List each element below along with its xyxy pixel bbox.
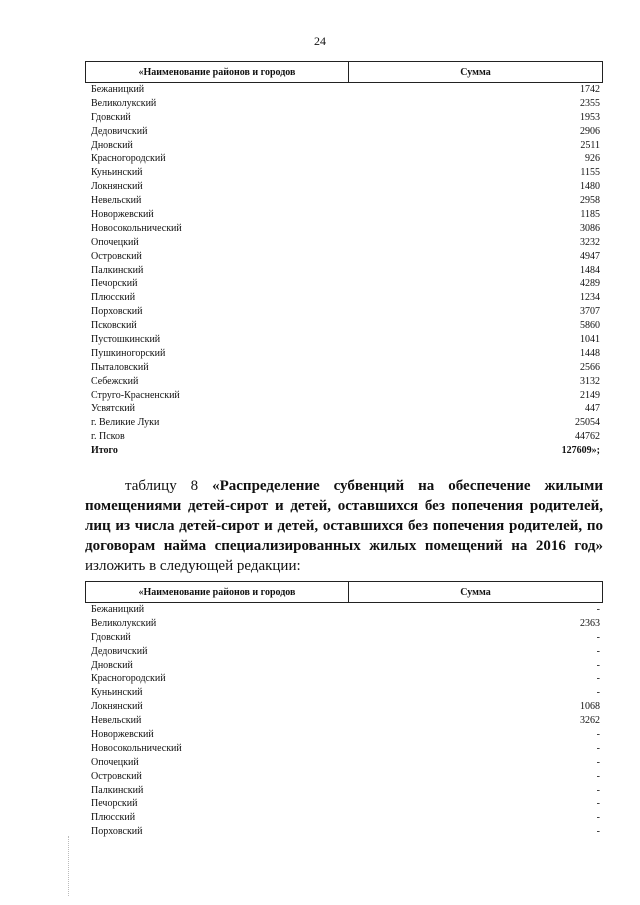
table-row xyxy=(85,375,603,389)
row-district-name: Струго-Красненский xyxy=(91,389,180,401)
table-row xyxy=(85,686,603,700)
row-district-name: Опочецкий xyxy=(91,236,139,248)
table-row xyxy=(85,430,603,444)
row-sum-value: - xyxy=(596,756,600,768)
table-row xyxy=(85,305,603,319)
subsidy-table-2 xyxy=(85,581,603,839)
table-body xyxy=(85,83,603,458)
table-row xyxy=(85,222,603,236)
row-sum-value: 1041 xyxy=(580,334,600,346)
table-row xyxy=(85,825,603,839)
row-sum-value: - xyxy=(596,604,600,615)
row-district-name: Локнянский xyxy=(91,181,143,193)
table-row xyxy=(85,97,603,111)
row-district-name: Пустошкинский xyxy=(91,334,161,346)
paragraph-line-1 xyxy=(85,476,603,496)
table-row xyxy=(85,631,603,645)
row-district-name: Себежский xyxy=(91,375,139,387)
row-district-name: Великолукский xyxy=(91,617,157,629)
row-sum-value: - xyxy=(596,645,600,657)
row-district-name: г. Псков xyxy=(91,431,125,443)
row-sum-value: 4289 xyxy=(580,278,600,290)
table-row xyxy=(85,319,603,333)
row-district-name: Дновский xyxy=(91,139,133,151)
table-row xyxy=(85,236,603,250)
row-district-name: Псковский xyxy=(91,320,137,332)
table-row xyxy=(85,714,603,728)
row-sum-value: - xyxy=(596,826,600,838)
row-district-name: Палкинский xyxy=(91,784,144,796)
row-district-name: Порховский xyxy=(91,826,143,838)
total-sum: 127609»; xyxy=(561,445,600,457)
table-row xyxy=(85,166,603,180)
table-row xyxy=(85,700,603,714)
row-district-name: Плюсский xyxy=(91,292,136,304)
paragraph-line-2: помещениями детей-сирот и детей, оставшихся без попечения родителей, xyxy=(85,498,603,514)
row-district-name: Пушкиногорский xyxy=(91,347,166,359)
row-district-name: Печорский xyxy=(91,278,138,290)
row-sum-value: 1480 xyxy=(580,181,600,193)
row-sum-value: 2958 xyxy=(580,195,600,207)
row-sum-value: 44762 xyxy=(575,431,600,443)
row-sum-value: - xyxy=(596,812,600,824)
row-sum-value: 1484 xyxy=(580,264,600,276)
table-row xyxy=(85,361,603,375)
table-row xyxy=(85,250,603,264)
row-district-name: Новоржевский xyxy=(91,729,154,741)
row-sum-value: - xyxy=(596,687,600,699)
row-district-name: Красногородский xyxy=(91,673,166,685)
row-district-name: Плюсский xyxy=(91,812,136,824)
row-sum-value: 4947 xyxy=(580,250,600,262)
row-district-name: Дновский xyxy=(91,659,133,671)
table-row xyxy=(85,264,603,278)
table-row xyxy=(85,111,603,125)
margin-mark xyxy=(68,836,70,896)
row-sum-value: 2363 xyxy=(580,617,600,629)
row-sum-value: - xyxy=(596,729,600,741)
row-district-name: Локнянский xyxy=(91,701,143,713)
table-total-row xyxy=(85,444,603,458)
paragraph-line-3: лиц из числа детей-сирот и детей, оставшихся без попечения родителей, по xyxy=(85,518,603,534)
row-sum-value: - xyxy=(596,742,600,754)
row-district-name: Палкинский xyxy=(91,264,144,276)
table-row xyxy=(85,333,603,347)
total-label: Итого xyxy=(91,445,118,457)
table-row xyxy=(85,770,603,784)
row-sum-value: 25054 xyxy=(575,417,600,429)
amendment-paragraph xyxy=(85,476,603,576)
row-sum-value: 1448 xyxy=(580,347,600,359)
page-number: 24 xyxy=(314,34,326,48)
table-row xyxy=(85,180,603,194)
paragraph-line-1-plain: таблицу 8 xyxy=(125,478,213,494)
table-row xyxy=(85,672,603,686)
paragraph-line-5: изложить в следующей редакции: xyxy=(85,558,301,574)
row-district-name: г. Великие Луки xyxy=(91,417,160,429)
row-district-name: Куньинский xyxy=(91,167,143,179)
table-row xyxy=(85,728,603,742)
row-sum-value: - xyxy=(596,770,600,782)
table-row xyxy=(85,83,603,97)
table-row xyxy=(85,208,603,222)
row-district-name: Порховский xyxy=(91,306,143,318)
paragraph-line-4: договорам найма специализированных жилых помещений на 2016 год» xyxy=(85,538,603,554)
table-row xyxy=(85,756,603,770)
paragraph-line-1-bold: «Распределение субвенций на обеспечение жилыми xyxy=(212,478,603,494)
row-sum-value: 2355 xyxy=(580,97,600,109)
table-body xyxy=(85,603,603,839)
row-district-name: Бежаницкий xyxy=(91,84,145,95)
table-row xyxy=(85,291,603,305)
table-row xyxy=(85,645,603,659)
row-sum-value: 3707 xyxy=(580,306,600,318)
row-district-name: Куньинский xyxy=(91,687,143,699)
table-row xyxy=(85,659,603,673)
row-sum-value: 2511 xyxy=(580,139,600,151)
row-sum-value: 1234 xyxy=(580,292,600,304)
row-sum-value: 3262 xyxy=(580,715,600,727)
row-sum-value: 2149 xyxy=(580,389,600,401)
table-row xyxy=(85,194,603,208)
row-sum-value: 1953 xyxy=(580,111,600,123)
table-row xyxy=(85,742,603,756)
row-sum-value: 2906 xyxy=(580,125,600,137)
table-row xyxy=(85,603,603,617)
row-sum-value: - xyxy=(596,659,600,671)
row-sum-value: 3232 xyxy=(580,236,600,248)
table-row xyxy=(85,347,603,361)
row-sum-value: 1068 xyxy=(580,701,600,713)
header-sum-column: Сумма xyxy=(460,66,491,78)
table-header xyxy=(85,581,603,603)
row-district-name: Невельский xyxy=(91,195,142,207)
row-district-name: Гдовский xyxy=(91,111,131,123)
table-row xyxy=(85,402,603,416)
subsidy-table-1 xyxy=(85,61,603,458)
row-district-name: Дедовичский xyxy=(91,645,148,657)
row-sum-value: 5860 xyxy=(580,320,600,332)
row-district-name: Великолукский xyxy=(91,97,157,109)
row-district-name: Красногородский xyxy=(91,153,166,165)
row-district-name: Островский xyxy=(91,770,142,782)
row-district-name: Новосокольнический xyxy=(91,742,182,754)
table-row xyxy=(85,125,603,139)
row-sum-value: 3132 xyxy=(580,375,600,387)
table-header xyxy=(85,61,603,83)
row-district-name: Островский xyxy=(91,250,142,262)
table-row xyxy=(85,784,603,798)
row-sum-value: 3086 xyxy=(580,222,600,234)
table-row xyxy=(85,152,603,166)
row-district-name: Невельский xyxy=(91,715,142,727)
row-sum-value: 1155 xyxy=(580,167,600,179)
table-row xyxy=(85,617,603,631)
row-sum-value: - xyxy=(596,673,600,685)
row-district-name: Печорский xyxy=(91,798,138,810)
row-sum-value: 447 xyxy=(585,403,600,415)
row-sum-value: - xyxy=(596,798,600,810)
table-row xyxy=(85,416,603,430)
row-district-name: Бежаницкий xyxy=(91,604,145,615)
table-row xyxy=(85,389,603,403)
row-sum-value: 1185 xyxy=(580,209,600,221)
row-district-name: Новоржевский xyxy=(91,209,154,221)
header-name-column: «Наименование районов и городов xyxy=(86,582,349,602)
table-row xyxy=(85,277,603,291)
row-sum-value: 1742 xyxy=(580,84,600,95)
row-district-name: Новосокольнический xyxy=(91,222,182,234)
row-district-name: Пыталовский xyxy=(91,361,149,373)
row-district-name: Гдовский xyxy=(91,631,131,643)
row-district-name: Дедовичский xyxy=(91,125,148,137)
row-sum-value: 926 xyxy=(585,153,600,165)
row-sum-value: - xyxy=(596,631,600,643)
row-district-name: Опочецкий xyxy=(91,756,139,768)
table-row xyxy=(85,139,603,153)
table-row xyxy=(85,811,603,825)
table-row xyxy=(85,797,603,811)
row-sum-value: - xyxy=(596,784,600,796)
header-name-column: «Наименование районов и городов xyxy=(86,62,349,82)
row-district-name: Усвятский xyxy=(91,403,135,415)
row-sum-value: 2566 xyxy=(580,361,600,373)
header-sum-column: Сумма xyxy=(460,586,491,598)
